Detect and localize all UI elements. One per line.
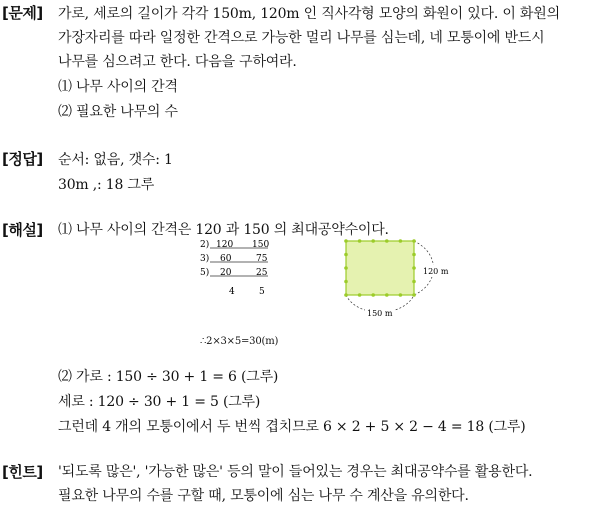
ladder-b-4: 5 [259, 287, 265, 297]
tree-dot [412, 253, 416, 257]
tree-dot [385, 239, 389, 243]
ladder-divisor-2: 3) [200, 254, 210, 264]
garden-diagram [335, 232, 460, 324]
solution-tag: [해설] [2, 221, 43, 239]
ladder-b-3: 25 [256, 268, 268, 278]
ladder-a-3: 20 [220, 268, 232, 278]
tree-dot [371, 239, 375, 243]
answer-line-1: 순서: 없음, 갯수: 1 [58, 152, 173, 168]
tree-dot [344, 280, 348, 284]
ladder-divisor-3: 5) [200, 268, 210, 278]
division-ladder [196, 238, 286, 302]
tree-dot [385, 293, 389, 297]
tree-dot [358, 239, 362, 243]
solution-line-4: 그런데 4 개의 모퉁이에서 두 번씩 겹치므로 6 × 2 + 5 × 2 − 4 = 18 (그루) [58, 419, 526, 435]
tree-dot [344, 239, 348, 243]
label-120m: 120 m [423, 267, 449, 276]
tree-dot [344, 253, 348, 257]
hint-line-1: '되도록 많은', '가능한 많은' 등의 말이 들어있는 경우는 최대공약수를 활용한다. [58, 464, 533, 480]
problem-line-3: 나무를 심으려고 한다. 다음을 구하여라. [58, 54, 297, 70]
ladder-divisor-1: 2) [200, 240, 210, 250]
solution-line-3: 세로 : 120 ÷ 30 + 1 = 5 (그루) [58, 394, 261, 410]
tree-dot [399, 239, 403, 243]
problem-item-1: ⑴ 나무 사이의 간격 [58, 79, 178, 95]
tree-dot [371, 293, 375, 297]
answer-line-2: 30m ,: 18 그루 [58, 177, 155, 193]
label-150m: 150 m [367, 309, 393, 318]
ladder-a-4: 4 [229, 287, 235, 297]
problem-line-2: 가장자리를 따라 일정한 간격으로 가능한 멀리 나무를 심는데, 네 모퉁이에 반드시 [58, 30, 545, 46]
ladder-b-1: 150 [252, 240, 270, 250]
solution-line-2: ⑵ 가로 : 150 ÷ 30 + 1 = 6 (그루) [58, 369, 279, 385]
tree-dot [344, 266, 348, 270]
tree-dot [412, 293, 416, 297]
solution-line-1: ⑴ 나무 사이의 간격은 120 과 150 의 최대공약수이다. [58, 222, 389, 238]
tree-dot [412, 280, 416, 284]
gcd-result: ∴2×3×5=30(m) [200, 336, 279, 347]
ladder-a-1: 120 [216, 240, 234, 250]
problem-tag: [문제] [2, 4, 43, 22]
ladder-b-2: 75 [256, 254, 268, 264]
ladder-a-2: 60 [220, 254, 232, 264]
tree-dot [358, 293, 362, 297]
problem-line-1: 가로, 세로의 길이가 각각 150m, 120m 인 직사각형 모양의 화원이 있다. 이 화원의 [58, 6, 560, 22]
hint-tag: [힌트] [2, 463, 43, 481]
tree-dot [344, 293, 348, 297]
garden-rect [346, 241, 414, 295]
hint-line-2: 필요한 나무의 수를 구할 때, 모퉁이에 심는 나무 수 계산을 유의한다. [58, 488, 469, 504]
answer-tag: [정답] [2, 150, 43, 168]
tree-dot [412, 239, 416, 243]
tree-dot [412, 266, 416, 270]
tree-dot [399, 293, 403, 297]
problem-item-2: ⑵ 필요한 나무의 수 [58, 104, 178, 120]
